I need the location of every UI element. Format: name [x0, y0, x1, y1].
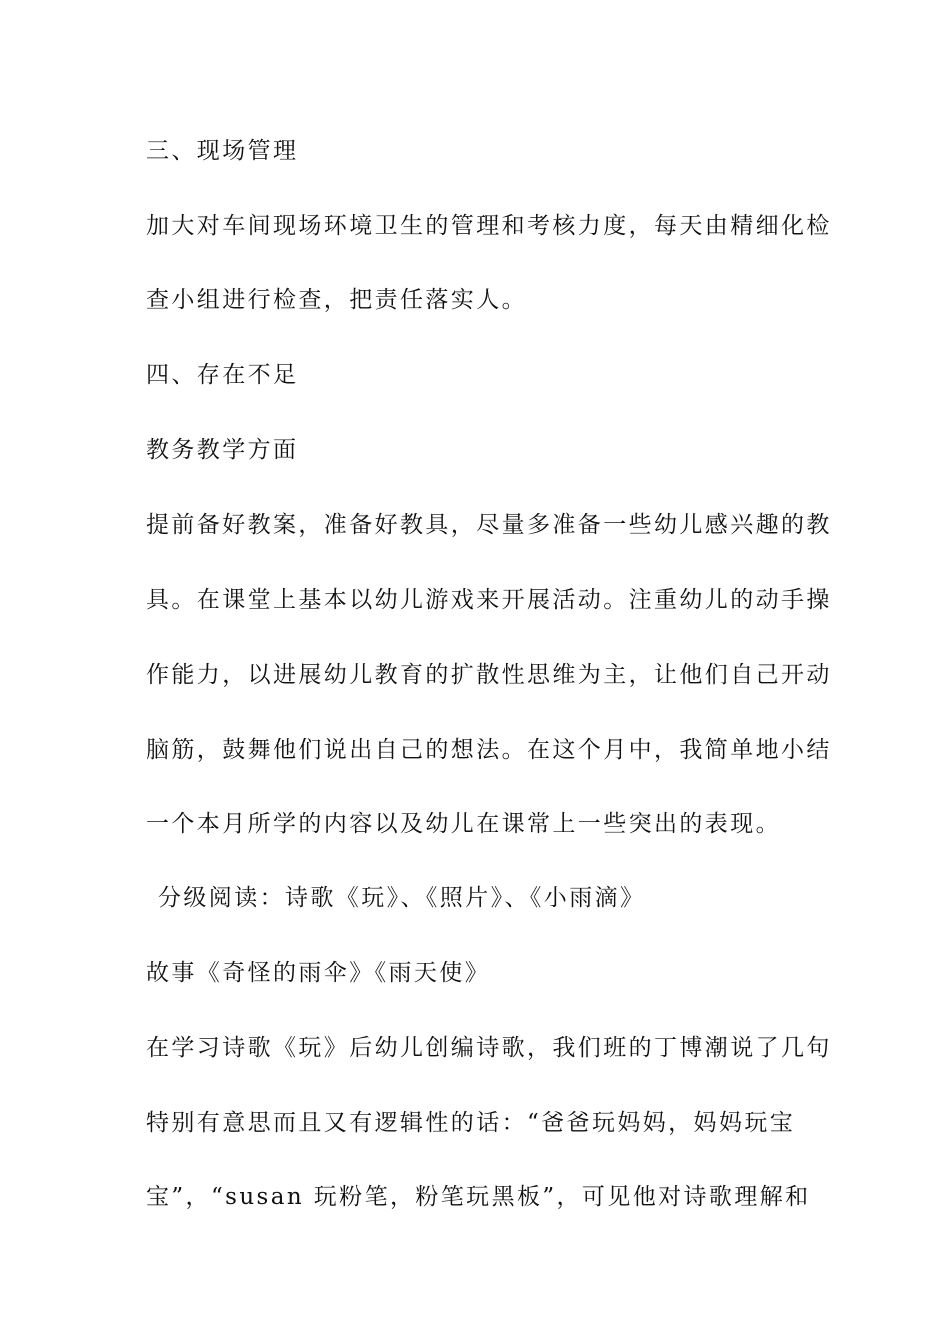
paragraph-line: 宝”，“susan 玩粉笔，粉笔玩黑板”，可见他对诗歌理解和	[146, 1184, 811, 1210]
paragraph-line: 脑筋，鼓舞他们说出自己的想法。在这个月中，我简单地小结	[146, 737, 832, 763]
paragraph-line: 一个本月所学的内容以及幼儿在课常上一些突出的表现。	[146, 811, 781, 837]
subsection-heading-teaching: 教务教学方面	[146, 437, 299, 463]
section-heading-site-management: 三、现场管理	[146, 138, 299, 164]
paragraph-line: 特别有意思而且又有逻辑性的话：“爸爸玩妈妈，妈妈玩宝	[146, 1110, 796, 1136]
graded-reading-line: 分级阅读：诗歌《玩》、《照片》、《小雨滴》	[158, 885, 646, 911]
paragraph-line: 提前备好教案，准备好教具，尽量多准备一些幼儿感兴趣的教	[146, 512, 832, 538]
paragraph-line: 加大对车间现场环境卫生的管理和考核力度，每天由精细化检	[146, 213, 832, 239]
paragraph-line: 查小组进行检查，把责任落实人。	[146, 287, 527, 313]
paragraph-line: 具。在课堂上基本以幼儿游戏来开展活动。注重幼儿的动手操	[146, 587, 832, 613]
section-heading-shortcomings: 四、存在不足	[146, 362, 299, 388]
paragraph-line: 作能力，以进展幼儿教育的扩散性思维为主，让他们自己开动	[146, 662, 832, 688]
paragraph-line: 在学习诗歌《玩》后幼儿创编诗歌，我们班的丁博潮说了几句	[146, 1035, 832, 1061]
story-line: 故事《奇怪的雨伞》《雨天使》	[146, 960, 491, 986]
